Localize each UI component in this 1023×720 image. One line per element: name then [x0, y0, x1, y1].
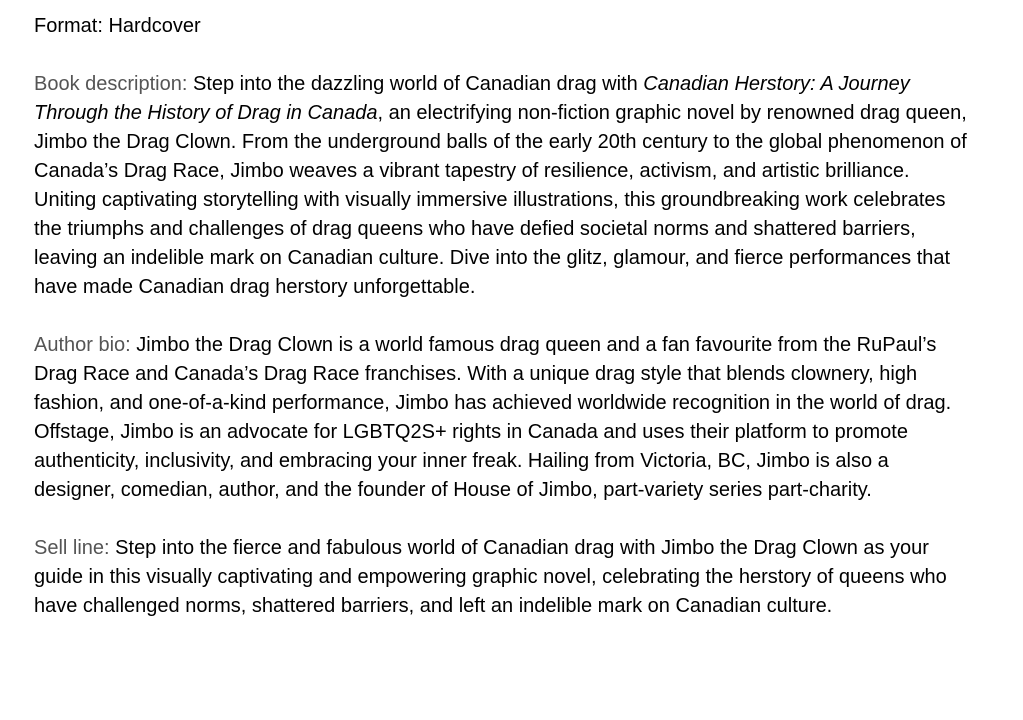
sell-line [34, 534, 974, 621]
sell-line-text: Step into the fierce and fabulous world of Canadian drag with Jimbo the Drag Clown as your guide in this visually captivating and empowering graphic novel, celebrating the herstory of queens who have challenged norms, shattered barriers, and left an indelible mark on Canadian culture. [34, 537, 947, 617]
author-bio [34, 331, 974, 505]
author-bio-label: Author bio: [34, 334, 131, 356]
format-line [34, 12, 974, 41]
document-body [34, 12, 974, 621]
book-description-text: , an electrifying non-fiction graphic novel by renowned drag queen, Jimbo the Drag Clown. From the underground balls of the early 20th century to the global phenomenon of Canada’s Drag Race, Jimbo weaves a vibrant tapestry of resilience, activism, and artistic brilliance. Uniting captivating storytelling with visually immersive illustrations, this groundbreaking work celebrates the triumphs and challenges of drag queens who have defied societal norms and shattered barriers, leaving an indelible mark on Canadian culture. Dive into the glitz, glamour, and fierce performances that have made Canadian drag herstory unforgettable. [34, 102, 967, 298]
sell-line-label: Sell line: [34, 537, 110, 559]
author-bio-text: Jimbo the Drag Clown is a world famous drag queen and a fan favourite from the RuPaul’s Drag Race and Canada’s Drag Race franchises. With a unique drag style that blends clownery, high fashion, and one-of-a-kind performance, Jimbo has achieved worldwide recognition in the world of drag. Offstage, Jimbo is an advocate for LGBTQ2S+ rights in Canada and uses their platform to promote authenticity, inclusivity, and embracing your inner freak. Hailing from Victoria, BC, Jimbo is also a designer, comedian, author, and the founder of House of Jimbo, part-variety series part-charity. [34, 334, 952, 501]
book-title: Canadian Herstory: A Journey Through the History of Drag in Canada [34, 73, 910, 124]
book-description-label: Book description: [34, 73, 188, 95]
book-description-intro: Step into the dazzling world of Canadian drag with [187, 73, 644, 95]
format-text: Format: Hardcover [34, 15, 201, 37]
book-description [34, 70, 974, 302]
